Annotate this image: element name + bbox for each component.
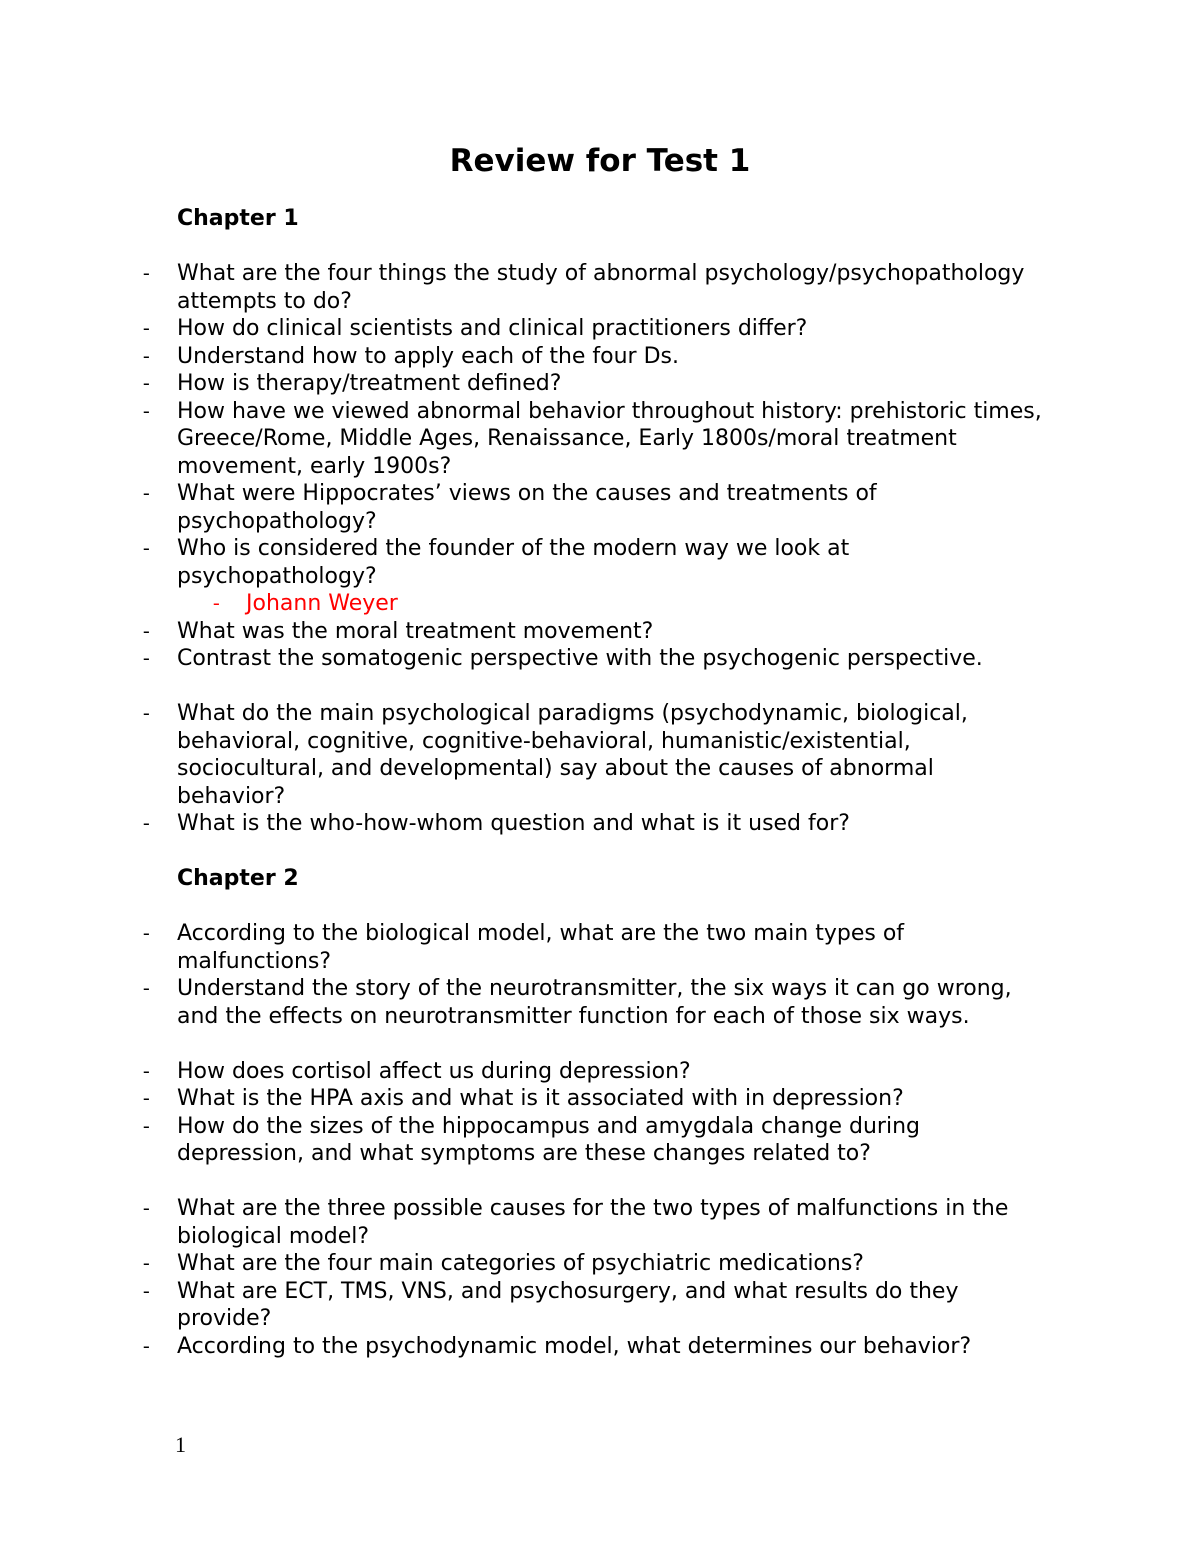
- bullet-dash: -: [143, 1197, 150, 1219]
- bullet-dash: -: [143, 977, 150, 999]
- question-text: According to the psychodynamic model, what determines our behavior?: [177, 1333, 972, 1359]
- list-item: [143, 260, 1043, 315]
- bullet-dash: -: [143, 372, 150, 394]
- list-item: [143, 645, 1043, 700]
- bullet-dash: -: [143, 1334, 150, 1357]
- bullet-dash: -: [143, 922, 150, 944]
- question-text: According to the biological model, what are the two main types of malfunctions?: [177, 921, 905, 974]
- bullet-dash: -: [143, 1087, 150, 1109]
- list-item: [143, 1333, 1043, 1388]
- bullet-dash: -: [143, 537, 150, 559]
- question-text: How do clinical scientists and clinical practitioners differ?: [177, 316, 808, 341]
- list-item: [143, 700, 1043, 810]
- question-text: How do the sizes of the hippocampus and amygdala change during depression, and what symptoms are these changes related to?: [177, 1113, 920, 1166]
- bullet-dash: -: [213, 592, 220, 614]
- question-text: What is the HPA axis and what is it associated with in depression?: [177, 1086, 904, 1111]
- bullet-dash: -: [143, 619, 150, 642]
- question-text: What is the who-how-whom question and what is it used for?: [177, 811, 850, 836]
- bullet-dash: -: [143, 262, 150, 284]
- chapter-1-question-list: [143, 260, 1043, 838]
- question-text: Contrast the somatogenic perspective with the psychogenic perspective.: [177, 646, 983, 671]
- list-item: [143, 975, 1043, 1058]
- list-item: [143, 315, 1043, 343]
- bullet-dash: -: [143, 317, 150, 339]
- question-text: How have we viewed abnormal behavior throughout history: prehistoric times, Greece/Rome, Middle Ages, Renaissance, Early 1800s/moral treatment movement, early 1900s?: [177, 398, 1042, 479]
- list-item: [143, 370, 1043, 398]
- question-text: How is therapy/treatment defined?: [177, 371, 562, 396]
- bullet-dash: -: [143, 812, 150, 834]
- question-text: Understand how to apply each of the four Ds.: [177, 343, 679, 369]
- bullet-dash: -: [143, 647, 150, 669]
- question-text: Understand the story of the neurotransmitter, the six ways it can go wrong, and the effects on neurotransmitter function for each of those six ways.: [177, 976, 1012, 1029]
- document-title: Review for Test 1: [449, 143, 751, 179]
- answer-text: Johann Weyer: [246, 591, 398, 616]
- question-text: What are the three possible causes for the two types of malfunctions in the biological model?: [177, 1196, 1009, 1249]
- list-item: [143, 920, 1043, 975]
- question-text: What do the main psychological paradigms (psychodynamic, biological, behavioral, cognitive, cognitive-behavioral, humanistic/existential, sociocultural, and developmental) say about the causes of abnormal behavior?: [177, 701, 968, 809]
- list-item: [143, 618, 1043, 646]
- question-text: Who is considered the founder of the modern way we look at psychopathology?: [177, 536, 850, 589]
- list-item: [143, 1058, 1043, 1086]
- list-item: [143, 1250, 1043, 1278]
- question-text: What are the four main categories of psychiatric medications?: [177, 1251, 864, 1276]
- answer-item: [143, 590, 1043, 618]
- chapter-2-heading: Chapter 2: [177, 866, 299, 891]
- question-text: How does cortisol affect us during depression?: [177, 1058, 691, 1084]
- chapter-2-question-list: [143, 920, 1043, 1388]
- list-item: [143, 1113, 1043, 1168]
- list-item: [143, 480, 1043, 535]
- chapter-1-heading: Chapter 1: [177, 206, 299, 231]
- question-text: What are the four things the study of abnormal psychology/psychopathology attempts to do?: [177, 261, 1025, 314]
- bullet-dash: -: [143, 1114, 150, 1137]
- list-item: [143, 398, 1043, 481]
- bullet-dash: -: [143, 1252, 150, 1274]
- blank-line: [143, 1168, 1043, 1196]
- bullet-dash: -: [143, 482, 150, 504]
- question-text: What are ECT, TMS, VNS, and psychosurgery, and what results do they provide?: [177, 1278, 959, 1331]
- bullet-dash: -: [143, 399, 150, 422]
- page-number: 1: [175, 1432, 186, 1457]
- list-item: [143, 1278, 1043, 1333]
- bullet-dash: -: [143, 1279, 150, 1302]
- list-item: [143, 343, 1043, 371]
- question-text: What were Hippocrates’ views on the causes and treatments of psychopathology?: [177, 481, 877, 534]
- list-item: [143, 1195, 1043, 1250]
- bullet-dash: -: [143, 1059, 150, 1082]
- list-item: [143, 810, 1043, 838]
- list-item: [143, 1085, 1043, 1113]
- bullet-dash: -: [143, 702, 150, 724]
- bullet-dash: -: [143, 344, 150, 367]
- question-text: What was the moral treatment movement?: [177, 618, 654, 644]
- list-item: [143, 535, 1043, 590]
